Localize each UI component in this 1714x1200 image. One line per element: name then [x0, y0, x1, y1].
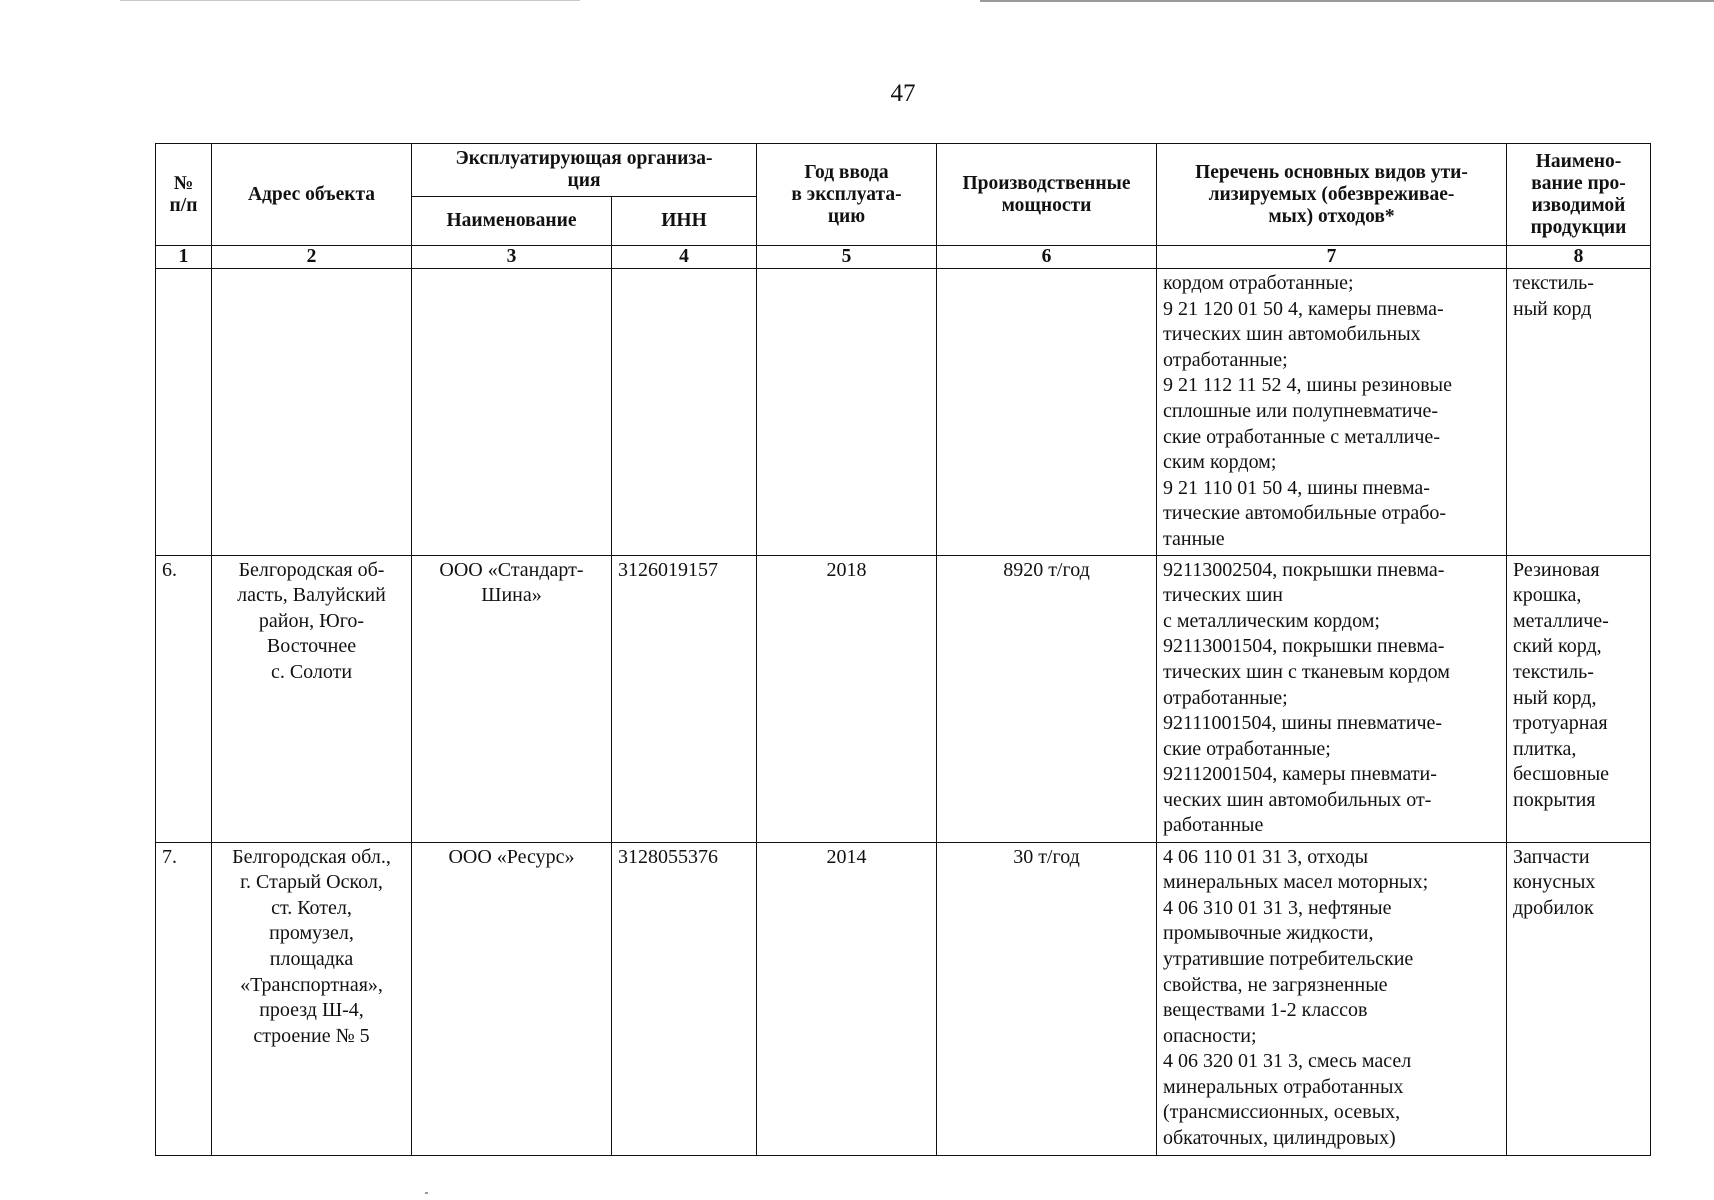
waste-line: опасности;	[1163, 1024, 1257, 1047]
waste-line: 92113001504, покрышки пневма-	[1163, 635, 1445, 658]
waste-line: промывочные жидкости,	[1163, 922, 1374, 945]
waste-line: 9 21 120 01 50 4, камеры пневма-	[1163, 297, 1444, 320]
waste-line: ские отработанные;	[1163, 737, 1331, 760]
address-line: Восточнее	[266, 635, 357, 658]
waste-line: тических шин	[1163, 584, 1283, 607]
waste-line: (трансмиссионных, осевых,	[1163, 1101, 1401, 1124]
product-line: плитка,	[1513, 737, 1577, 760]
header-wastes: Перечень основных видов ути- лизируемых (обезвреживае- мых) отходов*	[1157, 144, 1507, 246]
product-line: ский корд,	[1513, 635, 1602, 658]
table-row	[156, 555, 1651, 842]
page-number: 47	[890, 80, 916, 107]
waste-line: 4 06 320 01 31 3, смесь масел	[1163, 1050, 1412, 1073]
row-year-cell	[757, 269, 937, 556]
waste-line: тических шин автомобильных	[1163, 323, 1421, 346]
waste-line: отработанные;	[1163, 686, 1288, 709]
waste-line: свойства, не загрязненные	[1163, 973, 1388, 996]
header-num: № п/п	[156, 144, 212, 246]
waste-line: обкаточных, цилиндровых)	[1163, 1127, 1396, 1150]
header-operator: Эксплуатирующая организа- ция	[412, 144, 757, 197]
waste-line: 92111001504, шины пневматиче-	[1163, 712, 1443, 735]
scan-edge-line-right	[980, 0, 1714, 2]
waste-line: тические автомобильные отрабо-	[1163, 502, 1447, 525]
waste-line: ским кордом;	[1163, 451, 1277, 474]
waste-line: с металлическим кордом;	[1163, 609, 1380, 632]
waste-line: утратившие потребительские	[1163, 947, 1414, 970]
product-line: текстиль-	[1513, 660, 1594, 683]
waste-line: 92113002504, покрышки пневма-	[1163, 558, 1445, 581]
waste-line: кордом отработанные;	[1163, 272, 1354, 294]
header-year: Год ввода в эксплуата- цию	[757, 144, 937, 246]
address-line: площадка	[269, 947, 354, 970]
header-address: Адрес объекта	[212, 144, 412, 246]
row-name-cell	[412, 842, 612, 1155]
row-num-cell: 6.	[156, 555, 212, 842]
product-line: крошка,	[1513, 584, 1582, 607]
address-line: строение № 5	[253, 1024, 370, 1047]
product-line: конусных	[1513, 871, 1596, 894]
waste-line: минеральных отработанных	[1163, 1075, 1404, 1098]
row-name-cell	[412, 555, 612, 842]
address-line: «Транспортная»,	[240, 973, 383, 996]
row-wastes-cell	[1157, 842, 1507, 1155]
row-year-cell: 2018	[757, 555, 937, 842]
product-line: Резиновая	[1513, 558, 1600, 581]
waste-line: 4 06 310 01 31 3, нефтяные	[1163, 896, 1392, 919]
address-line: проезд Ш-4,	[259, 999, 364, 1022]
product-line: ный корд,	[1513, 686, 1597, 709]
header-product: Наимено- вание про- изводимой продукции	[1507, 144, 1651, 246]
column-number: 6	[937, 246, 1157, 269]
product-line: Запчасти	[1513, 845, 1590, 868]
address-line: район, Юго-	[258, 609, 365, 632]
product-line: металличе-	[1513, 609, 1609, 632]
waste-line: тических шин с тканевым кордом	[1163, 660, 1450, 683]
waste-line: танные	[1163, 527, 1225, 550]
waste-line: ские отработанные с металличе-	[1163, 425, 1440, 448]
product-line: дробилок	[1513, 896, 1594, 919]
column-number-row	[156, 246, 1651, 269]
row-capacity-cell: 30 т/год	[937, 842, 1157, 1155]
scan-speck	[425, 1192, 428, 1194]
address-line: промузел,	[269, 922, 354, 945]
address-line: Белгородская обл.,	[232, 845, 391, 868]
row-address-cell	[212, 842, 412, 1155]
column-number: 5	[757, 246, 937, 269]
address-line: Белгородская об-	[238, 558, 385, 581]
column-number: 8	[1507, 246, 1651, 269]
row-inn-cell: 3126019157	[612, 555, 757, 842]
name-line: ООО «Стандарт-	[439, 558, 584, 581]
waste-line: минеральных масел моторных;	[1163, 871, 1429, 894]
row-capacity-cell: 8920 т/год	[937, 555, 1157, 842]
column-number: 3	[412, 246, 612, 269]
row-num-cell: 7.	[156, 842, 212, 1155]
waste-line: 4 06 110 01 31 3, отходы	[1163, 845, 1369, 868]
address-line: г. Старый Оскол,	[240, 871, 383, 894]
row-capacity-cell	[937, 269, 1157, 556]
product-line: ный корд	[1513, 297, 1592, 320]
table-row	[156, 842, 1651, 1155]
product-line: бесшовные	[1513, 763, 1610, 786]
column-number: 1	[156, 246, 212, 269]
row-wastes-cell	[1157, 269, 1507, 556]
header-operator-name: Наименование	[412, 197, 612, 246]
waste-line: веществами 1-2 классов	[1163, 999, 1368, 1022]
header-capacity: Производственные мощности	[937, 144, 1157, 246]
product-line: текстиль-	[1513, 272, 1594, 294]
row-wastes-cell	[1157, 555, 1507, 842]
scan-edge-line-left	[120, 0, 580, 1]
row-num-cell	[156, 269, 212, 556]
waste-line: работанные	[1163, 814, 1264, 837]
address-line: ласть, Валуйский	[237, 584, 386, 607]
column-number: 7	[1157, 246, 1507, 269]
product-line: покрытия	[1513, 788, 1596, 811]
row-product-cell	[1507, 269, 1651, 556]
row-year-cell: 2014	[757, 842, 937, 1155]
row-name-cell	[412, 269, 612, 556]
waste-line: 9 21 110 01 50 4, шины пневма-	[1163, 476, 1430, 499]
product-line: тротуарная	[1513, 712, 1608, 735]
address-line: ст. Котел,	[271, 896, 352, 919]
column-number: 2	[212, 246, 412, 269]
row-address-cell	[212, 555, 412, 842]
row-product-cell	[1507, 842, 1651, 1155]
row-inn-cell: 3128055376	[612, 842, 757, 1155]
waste-line: 9 21 112 11 52 4, шины резиновые	[1163, 374, 1452, 397]
name-line: Шина»	[481, 584, 542, 607]
row-product-cell	[1507, 555, 1651, 842]
address-line: с. Солоти	[270, 660, 353, 683]
row-inn-cell	[612, 269, 757, 556]
waste-line: отработанные;	[1163, 348, 1288, 371]
name-line: ООО «Ресурс»	[448, 845, 575, 868]
waste-line: сплошные или полупневматиче-	[1163, 399, 1439, 422]
table-row	[156, 269, 1651, 556]
column-number: 4	[612, 246, 757, 269]
row-address-cell	[212, 269, 412, 556]
header-row	[156, 144, 1651, 197]
waste-line: ческих шин автомобильных от-	[1163, 788, 1432, 811]
waste-line: 92112001504, камеры пневмати-	[1163, 763, 1437, 786]
header-operator-inn: ИНН	[612, 197, 757, 246]
waste-facilities-table	[155, 143, 1651, 1156]
